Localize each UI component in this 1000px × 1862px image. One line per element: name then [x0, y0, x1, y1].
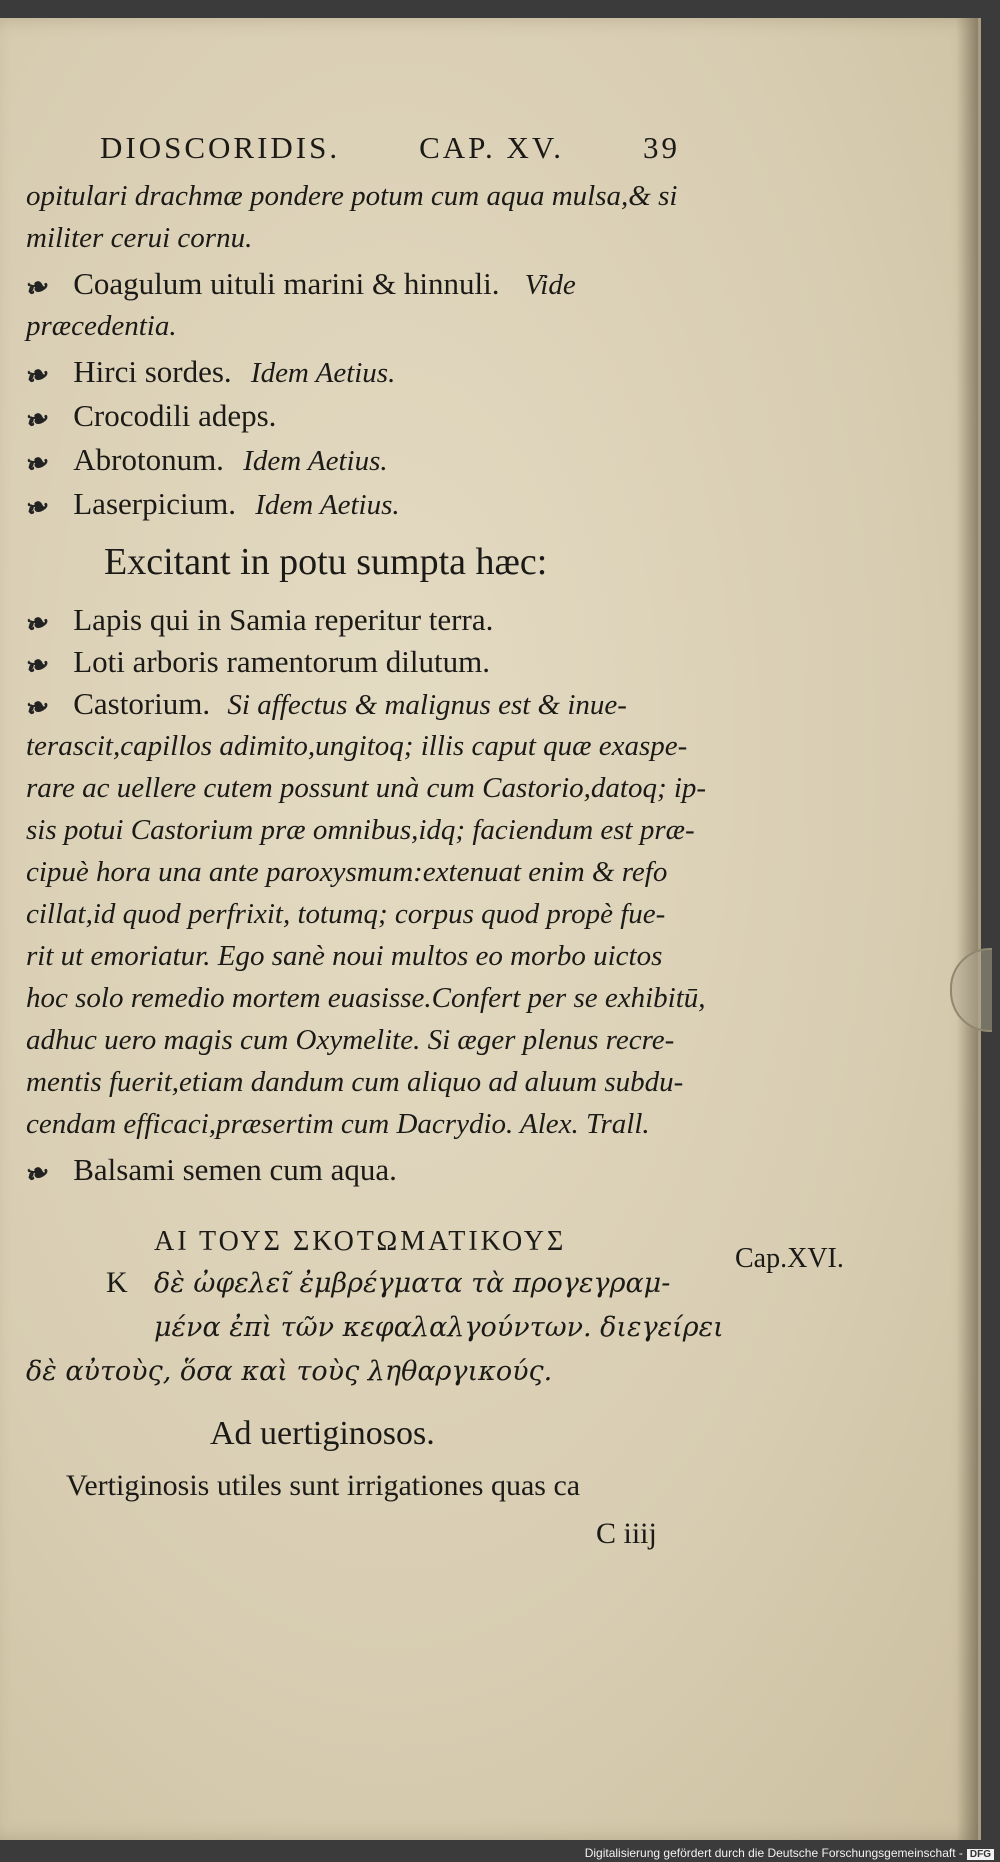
entry-main: Crocodili adeps.	[73, 398, 277, 433]
entry-line	[22, 644, 490, 685]
section-heading: Excitant in potu sumpta hæc:	[104, 541, 548, 583]
margin-chapter-note: Cap.XVI.	[735, 1243, 844, 1274]
credit-text: Digitalisierung gefördert durch die Deutsche Forschungsgemeinschaft -	[584, 1846, 963, 1860]
leaf-icon: ❧	[22, 489, 54, 527]
section-heading: Ad uertiginosos.	[210, 1415, 435, 1452]
dfg-logo: DFG	[967, 1849, 994, 1860]
entry-note: Idem Aetius.	[250, 357, 396, 389]
leaf-icon: ❧	[22, 269, 54, 307]
entry-main: Loti arboris ramentorum dilutum.	[73, 644, 490, 679]
text-line: cillat,id quod perfrixit, totumq; corpus quod propè fue-	[26, 898, 666, 930]
text-line: cipuè hora una ante paroxysmum:extenuat enim & refo	[26, 856, 668, 888]
greek-line: μένα ἐπὶ τῶν κεφαλαλγούντων. διεγείρει	[154, 1312, 724, 1343]
text-line: præcedentia.	[26, 310, 177, 342]
folio-number: 39	[642, 130, 680, 165]
text-line: opitulari drachmæ pondere potum cum aqua mulsa,& si	[26, 180, 678, 212]
greek-line: δὲ αὐτοὺς, ὅσα καὶ τοὺς ληθαργικούς.	[26, 1356, 553, 1387]
page-edge-shadow	[956, 18, 978, 1840]
digitization-credit	[585, 1846, 994, 1860]
header-title: DIOSCORIDIS.	[100, 130, 341, 165]
text-line: cendam efficaci,præsertim cum Dacrydio. Alex. Trall.	[26, 1108, 650, 1140]
entry-line	[22, 686, 627, 727]
leaf-icon: ❧	[22, 689, 54, 727]
entry-line	[22, 354, 396, 395]
entry-main: Laserpicium.	[73, 486, 236, 521]
entry-line	[22, 1152, 397, 1193]
entry-main: Abrotonum.	[73, 442, 224, 477]
book-page	[0, 18, 981, 1840]
drop-initial: Κ	[106, 1266, 128, 1299]
leaf-icon: ❧	[22, 401, 54, 439]
entry-note: Idem Aetius.	[243, 445, 388, 477]
text-line: Vertiginosis utiles sunt irrigationes quas ca	[66, 1469, 581, 1502]
entry-line	[22, 266, 576, 307]
entry-line	[22, 398, 277, 439]
text-line: rit ut emoriatur. Ego sanè noui multos eo morbo uictos	[26, 940, 663, 972]
leaf-icon: ❧	[22, 357, 54, 395]
entry-line	[22, 602, 494, 643]
text-line: rare ac uellere cutem possunt unà cum Castorio,datoq; ip-	[26, 772, 707, 804]
leaf-icon: ❧	[22, 647, 54, 685]
entry-main: Castorium.	[73, 686, 211, 721]
text-line: militer cerui cornu.	[26, 222, 253, 254]
entry-line	[22, 442, 388, 483]
text-line: adhuc uero magis cum Oxymelite. Si æger plenus recre-	[26, 1024, 675, 1056]
entry-main: Lapis qui in Samia reperitur terra.	[73, 602, 494, 637]
text-line: sis potui Castorium præ omnibus,idq; faciendum est præ-	[26, 814, 695, 846]
entry-line	[22, 486, 400, 527]
entry-main: Coagulum uituli marini & hinnuli.	[73, 266, 500, 301]
header-chapter: CAP. XV.	[419, 130, 564, 165]
entry-main: Balsami semen cum aqua.	[73, 1152, 397, 1187]
text-line: terascit,capillos adimito,ungitoq; illis caput quæ exaspe-	[26, 730, 688, 762]
running-header	[100, 130, 680, 166]
entry-note: Vide	[524, 269, 576, 301]
text-line: hoc solo remedio mortem euasisse.Confert per se exhibitū,	[26, 982, 706, 1014]
text-line: mentis fuerit,etiam dandum cum aliquo ad aluum subdu-	[26, 1066, 684, 1098]
greek-line: δὲ ὠφελεῖ ἐμβρέγματα τὰ προγεγραμ-	[154, 1268, 671, 1299]
leaf-icon: ❧	[22, 1155, 54, 1193]
signature-mark: C iiij	[596, 1517, 657, 1550]
entry-note: Si affectus & malignus est & inue-	[227, 689, 627, 721]
greek-heading: ΑΙ ΤΟΥΣ ΣΚΟΤΩΜΑΤΙΚΟΥΣ	[154, 1226, 567, 1257]
entry-main: Hirci sordes.	[73, 354, 232, 389]
entry-note: Idem Aetius.	[255, 489, 400, 521]
leaf-icon: ❧	[22, 605, 54, 643]
leaf-icon: ❧	[22, 445, 54, 483]
